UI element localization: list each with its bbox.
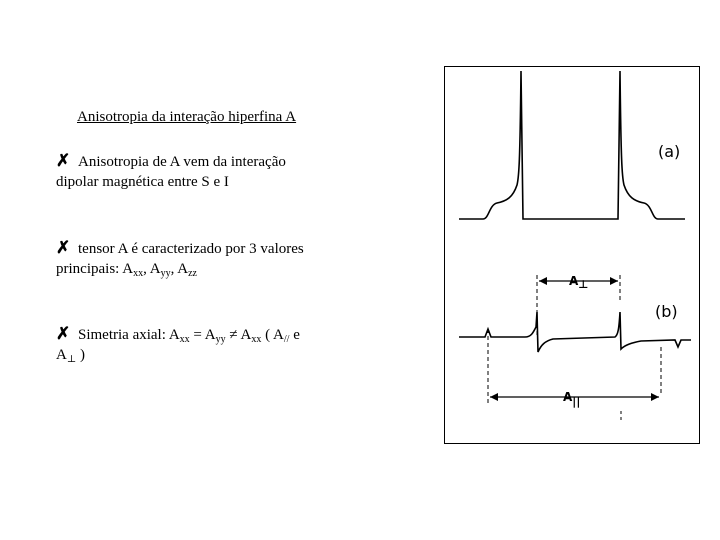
bullet-text-line2: $A_\perp$ ) <box>56 347 85 365</box>
spectrum-b-label: (b) <box>655 302 678 321</box>
a-par-arrowhead-left <box>490 393 498 401</box>
bullet-marker-icon: ✗ <box>56 324 71 343</box>
bullet-tensor-principal-values <box>56 238 386 279</box>
slide-title: Anisotropia da interação hiperfina A <box>77 109 297 125</box>
a-perp-arrowhead-right <box>610 277 618 285</box>
a-perp-arrowhead-left <box>539 277 547 285</box>
spectrum-a-trace <box>459 71 685 219</box>
bullet-marker-icon: ✗ <box>56 238 71 257</box>
bullet-axial-symmetry <box>56 324 386 365</box>
a-perp-label: A⊥ <box>569 274 589 291</box>
bullet-anisotropy-origin <box>56 151 386 192</box>
a-par-arrowhead-right <box>651 393 659 401</box>
bullet-text-line2: principais: $A_{xx}$, $A_{yy}$, $A_{zz}$ <box>56 261 197 279</box>
bullet-text-line1: tensor A é caracterizado por 3 valores <box>78 241 304 257</box>
spectrum-a-label: (a) <box>658 142 681 161</box>
bullet-marker-icon: ✗ <box>56 151 71 170</box>
epr-spectra-figure <box>444 66 700 444</box>
a-par-label: A|| <box>563 390 581 408</box>
bullet-text-line2: dipolar magnética entre S e I <box>56 174 229 190</box>
epr-spectra-svg <box>445 67 701 445</box>
bullet-text-line1: Anisotropia de A vem da interação <box>78 154 286 170</box>
bullet-text-line1: Simetria axial: $A_{xx} = A_{yy} \ne A_{xx}$ ( $A_{//}$ e <box>78 327 300 345</box>
